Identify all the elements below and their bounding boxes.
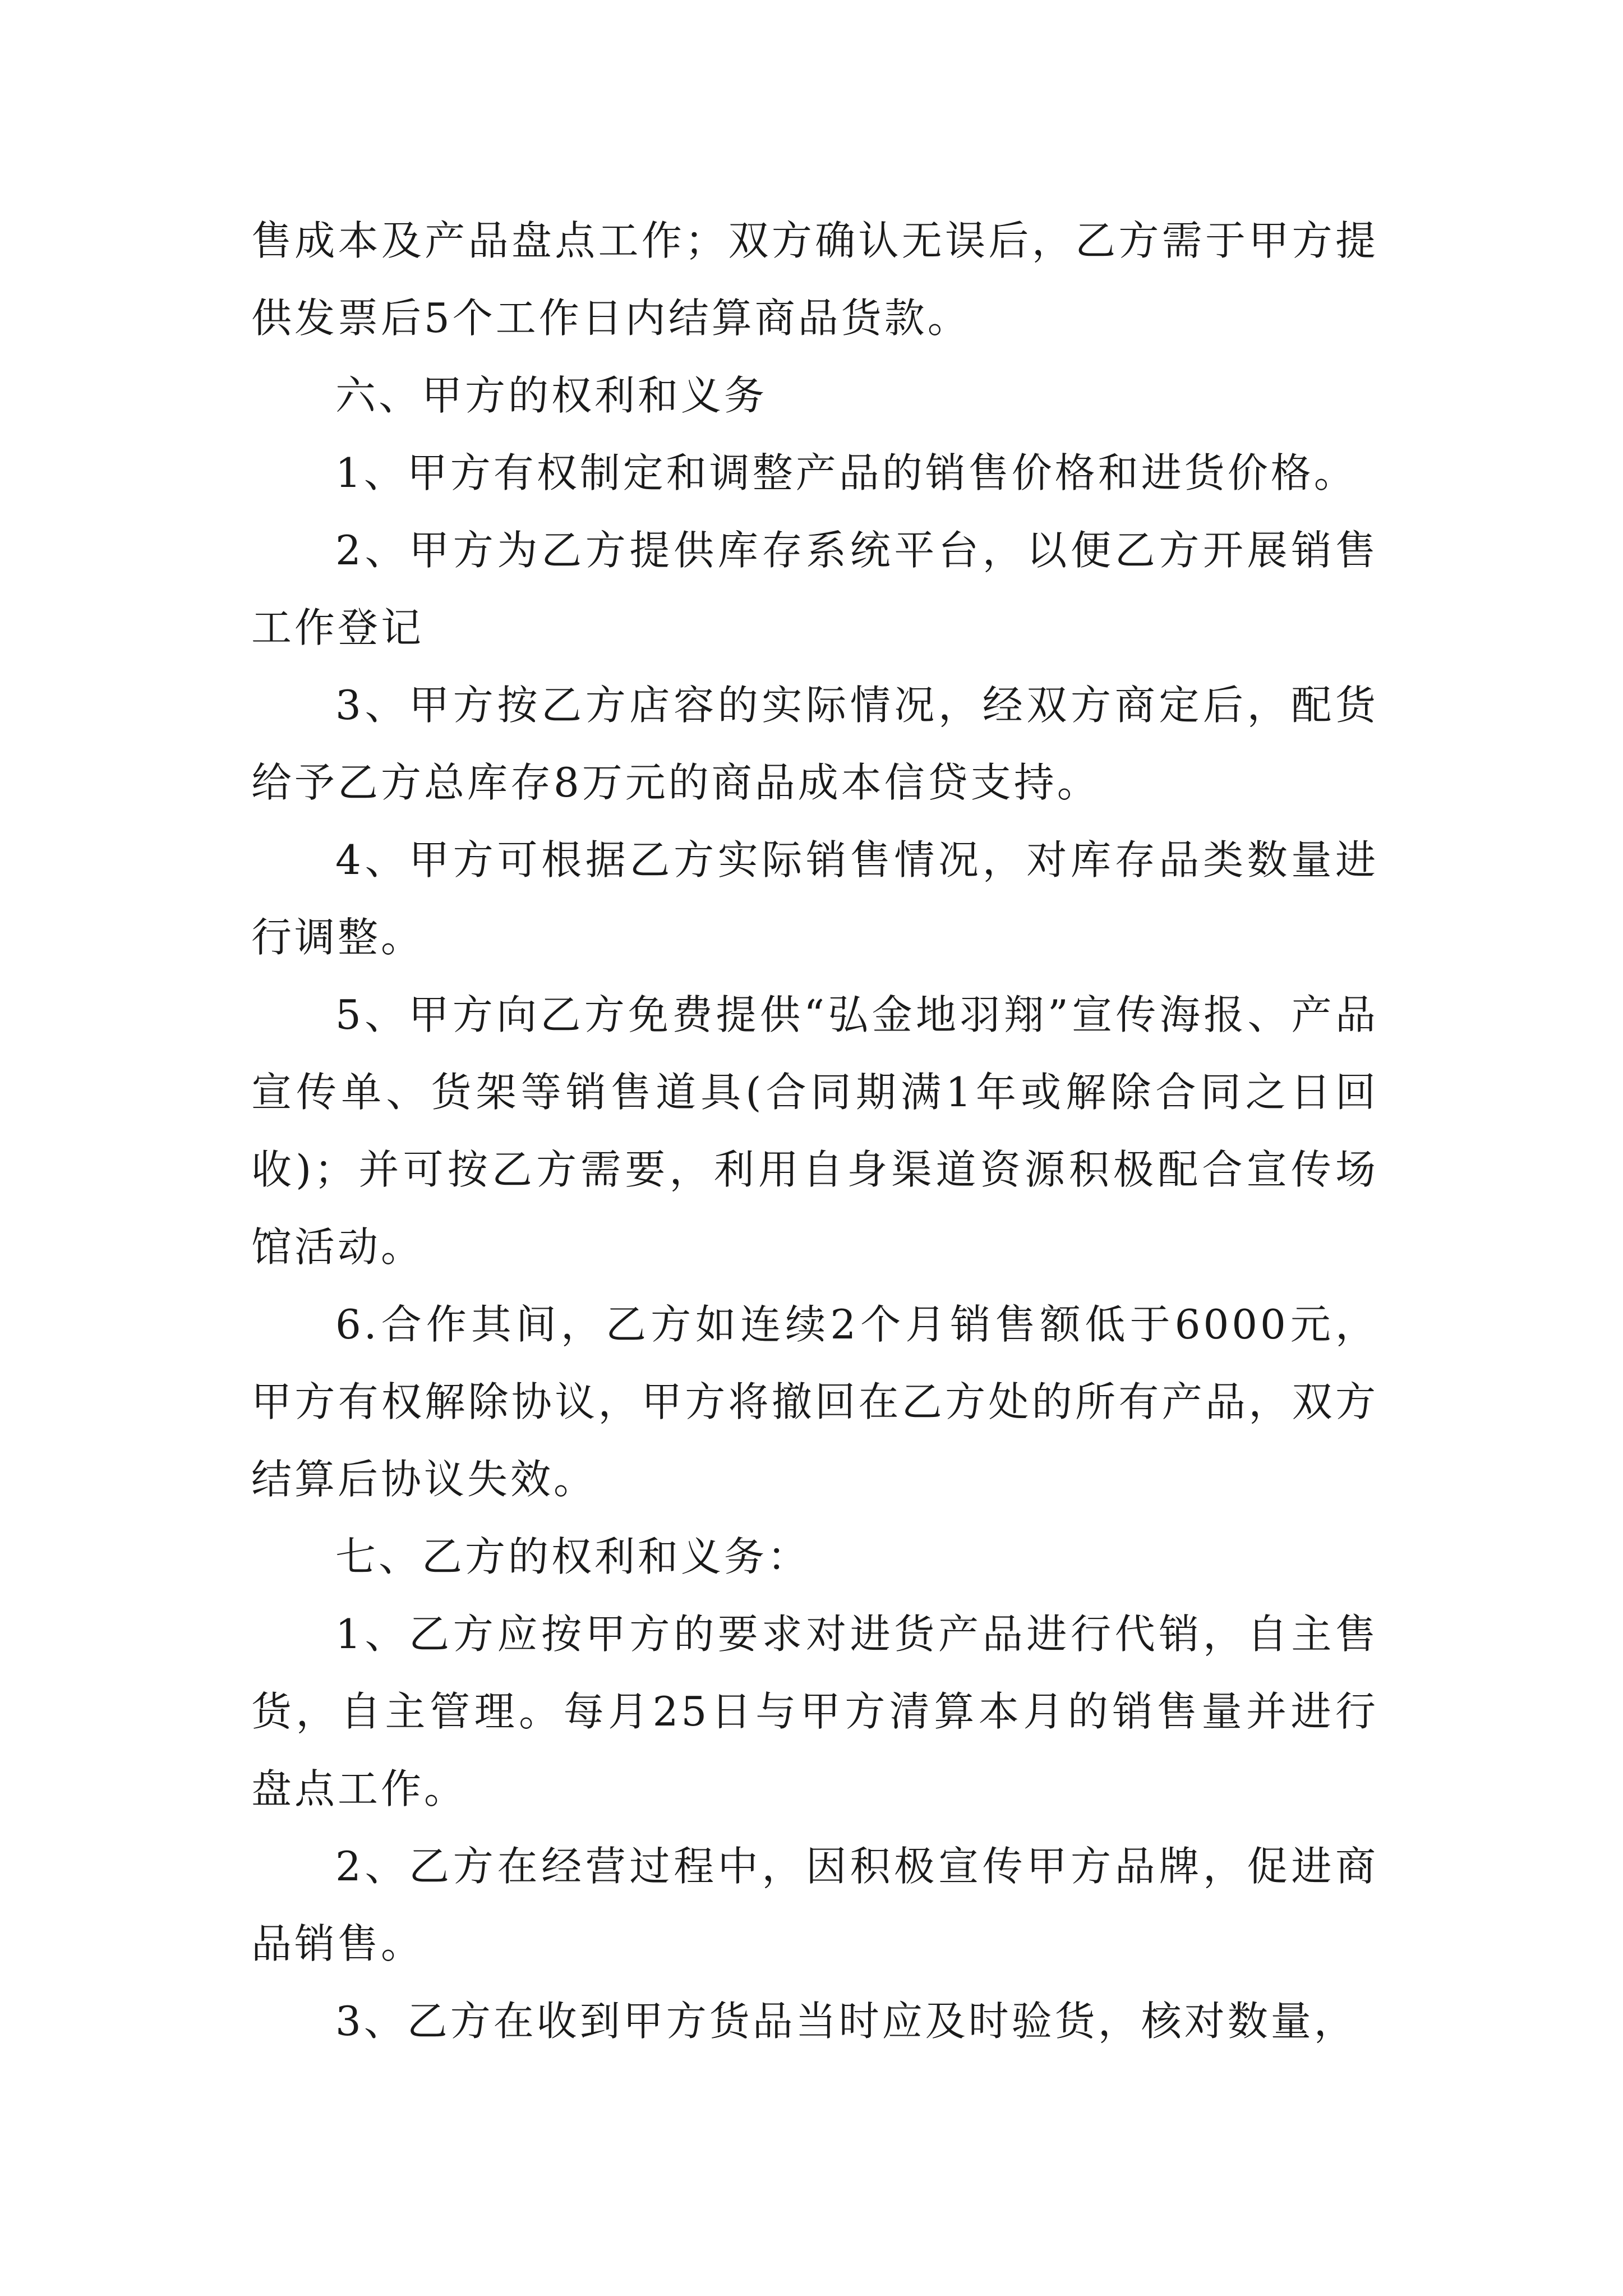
clause-b-1: 1、乙方应按甲方的要求对进货产品进行代销，自主售货，自主管理。每月25日与甲方清算本月的销售量并进行盘点工作。: [251, 1611, 1378, 1812]
clause-b-3: 3、乙方在收到甲方货品当时应及时验货，核对数量，: [335, 1998, 1357, 2045]
clause-a-1: 1、甲方有权制定和调整产品的销售价格和进货价格。: [335, 449, 1357, 496]
clause-a-4: 4、甲方可根据乙方实际销售情况，对库存品类数量进行调整。: [251, 836, 1378, 961]
clause-a-5: 5、甲方向乙方免费提供“弘金地羽翔”宣传海报、产品宣传单、货架等销售道具(合同期满1年或解除合同之日回收)；并可按乙方需要，利用自身渠道资源积极配合宣传场馆活动。: [251, 991, 1378, 1271]
section-heading-party-b: 七、乙方的权利和义务：: [335, 1533, 811, 1580]
section-heading-party-a: 六、甲方的权利和义务: [335, 372, 768, 419]
clause-a-3: 3、甲方按乙方店容的实际情况，经双方商定后，配货给予乙方总库存8万元的商品成本信贷支持。: [251, 682, 1378, 806]
document-body: [251, 202, 1378, 2060]
clause-b-2: 2、乙方在经营过程中，因积极宣传甲方品牌，促进商品销售。: [251, 1843, 1378, 1967]
clause-a-6: 6.合作其间，乙方如连续2个月销售额低于6000元，甲方有权解除协议，甲方将撤回在乙方处的所有产品，双方结算后协议失效。: [251, 1301, 1378, 1503]
clause-a-2: 2、甲方为乙方提供库存系统平台，以便乙方开展销售工作登记: [251, 527, 1378, 651]
paragraph-settlement: 售成本及产品盘点工作；双方确认无误后，乙方需于甲方提供发票后5个工作日内结算商品货款。: [251, 217, 1378, 342]
